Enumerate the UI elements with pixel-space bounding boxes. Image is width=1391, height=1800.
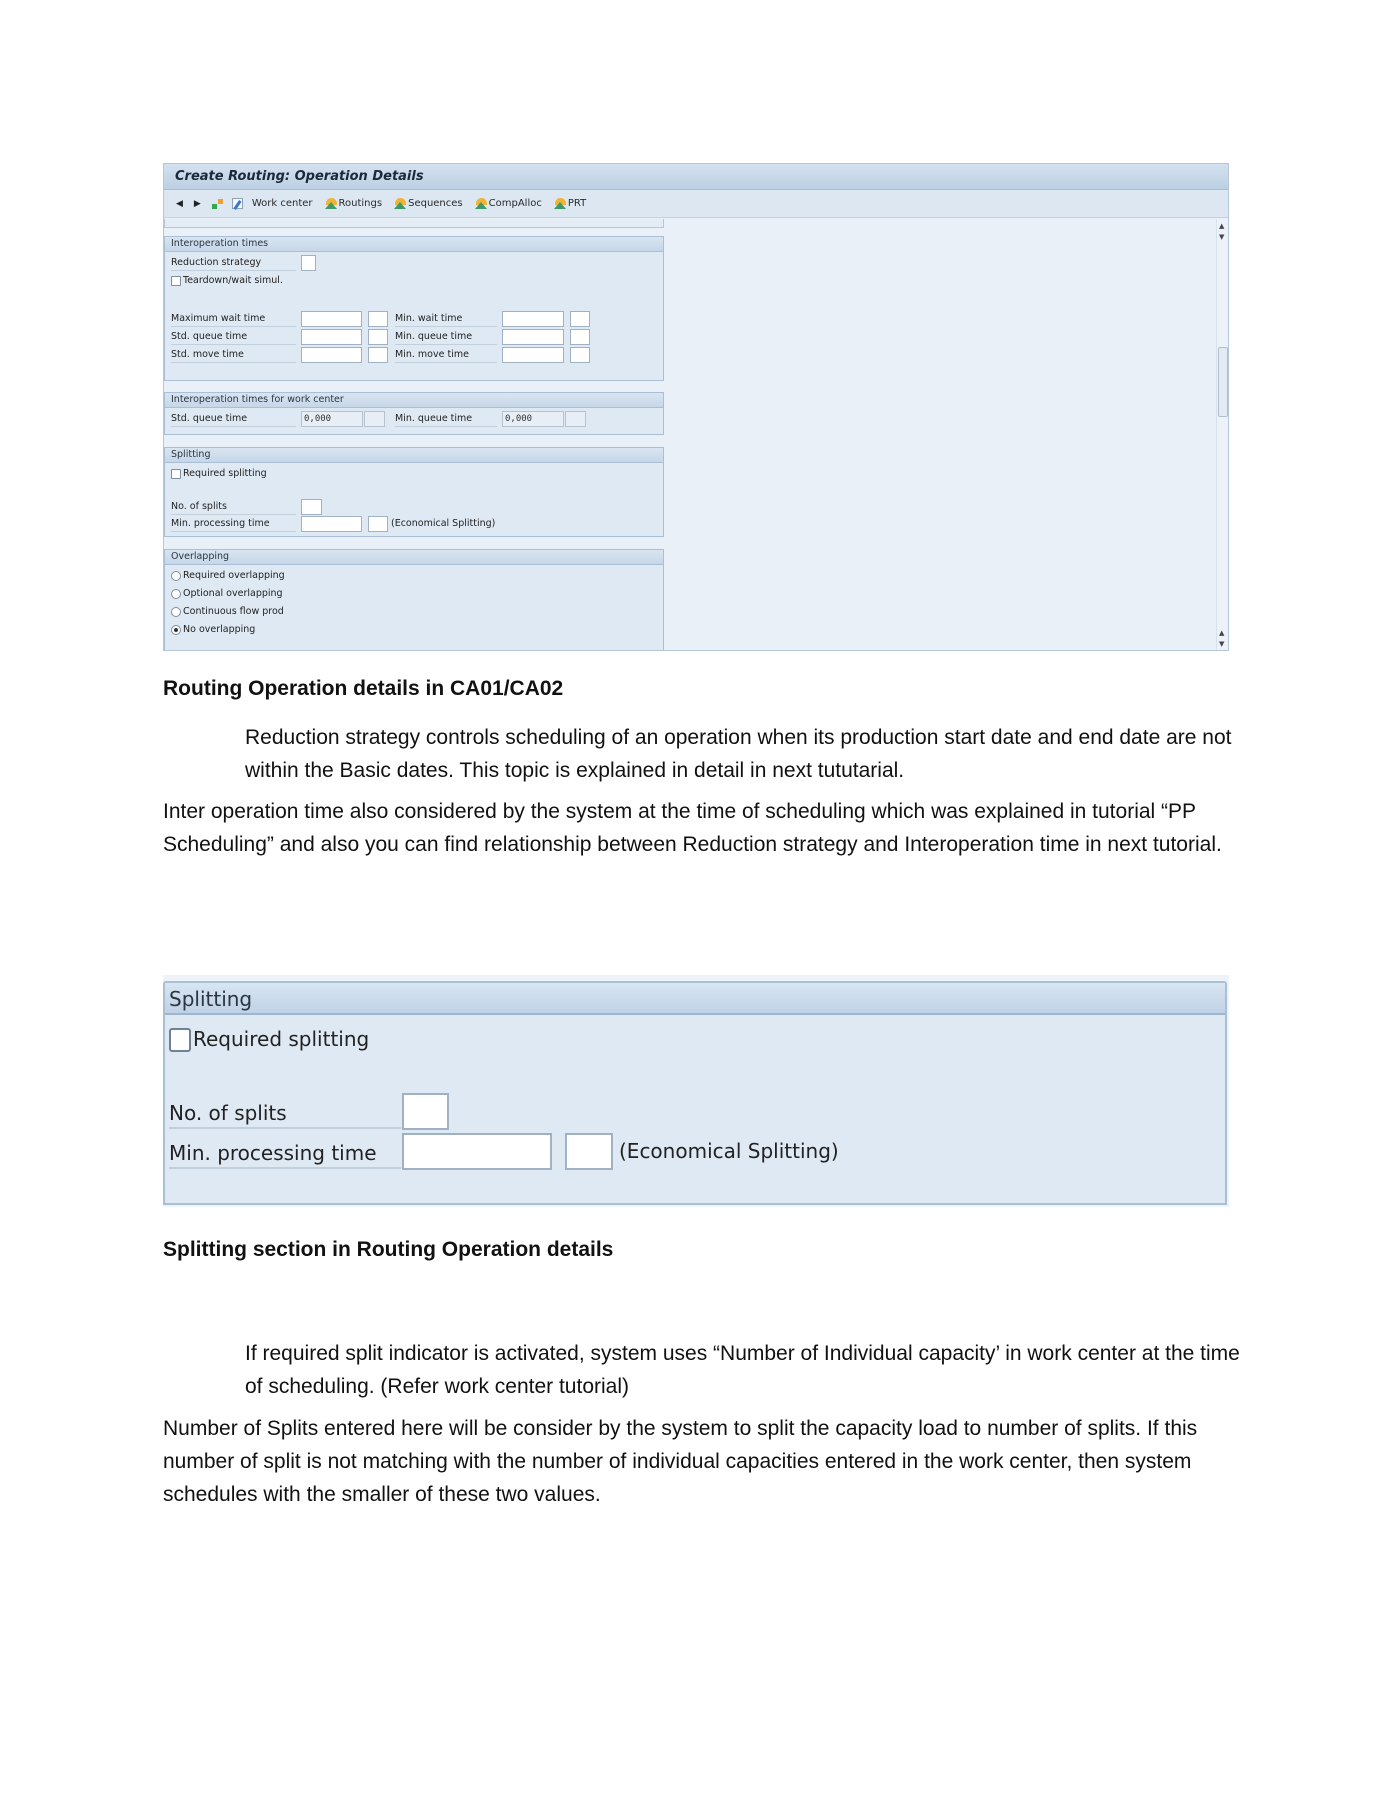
radio-label: Optional overlapping <box>183 588 283 599</box>
radio-label: No overlapping <box>183 624 256 635</box>
min-processing-row <box>169 1133 1069 1169</box>
required-splitting-row <box>169 1021 569 1057</box>
sequences-button[interactable]: Sequences <box>394 198 463 209</box>
application-toolbar <box>164 190 1228 218</box>
economical-splitting-label: (Economical Splitting) <box>391 518 496 529</box>
no-of-splits-field[interactable] <box>301 499 322 515</box>
optional-overlapping-radio[interactable] <box>171 589 181 599</box>
std-queue-time-field[interactable] <box>301 329 362 345</box>
splitting-group <box>163 981 1227 1205</box>
routings-button[interactable]: Routings <box>325 198 383 209</box>
teardown-row <box>171 273 471 289</box>
group-header: Interoperation times <box>165 237 663 252</box>
wc-std-queue-time-unit <box>364 411 385 427</box>
min-processing-time-unit[interactable] <box>368 516 388 532</box>
required-splitting-label: Required splitting <box>193 1027 370 1051</box>
wc-std-queue-time-label: Std. queue time <box>171 411 296 427</box>
group-header: Interoperation times for work center <box>165 393 663 408</box>
no-of-splits-label: No. of splits <box>169 1093 401 1129</box>
required-splitting-checkbox[interactable] <box>171 469 181 479</box>
reduction-strategy-label: Reduction strategy <box>171 255 296 271</box>
no-of-splits-field[interactable] <box>402 1093 449 1130</box>
form-area <box>164 219 1216 650</box>
std-queue-time-label: Std. queue time <box>171 329 296 345</box>
std-move-time-label: Std. move time <box>171 347 296 363</box>
continuous-flow-radio[interactable] <box>171 607 181 617</box>
scroll-down-icon[interactable]: ▲ <box>1219 629 1225 637</box>
std-queue-time-unit[interactable] <box>368 329 388 345</box>
scroll-bottom-icon[interactable]: ▼ <box>1219 640 1225 648</box>
paragraph: Reduction strategy controls scheduling of an operation when its production start date and end date are not within the Basic dates. This topic is explained in detail in next tututarial. <box>245 726 1232 782</box>
reduction-strategy-row <box>171 255 661 271</box>
group-header: Splitting <box>165 983 1225 1015</box>
landscape-icon <box>554 198 567 209</box>
min-queue-time-label: Min. queue time <box>395 329 497 345</box>
sap-splitting-screenshot <box>163 975 1229 1207</box>
scrollbar-thumb[interactable] <box>1218 347 1228 417</box>
min-processing-row <box>171 516 661 532</box>
min-wait-time-label: Min. wait time <box>395 311 497 327</box>
no-overlapping-radio[interactable] <box>171 625 181 635</box>
teardown-checkbox[interactable] <box>171 276 181 286</box>
min-wait-time-field[interactable] <box>502 311 564 327</box>
required-overlapping-radio[interactable] <box>171 571 181 581</box>
min-wait-time-unit[interactable] <box>570 311 590 327</box>
std-move-time-field[interactable] <box>301 347 362 363</box>
max-wait-time-label: Maximum wait time <box>171 311 296 327</box>
min-processing-time-field[interactable] <box>402 1133 552 1170</box>
min-processing-time-label: Min. processing time <box>169 1133 401 1169</box>
figure-caption: Routing Operation details in CA01/CA02 <box>163 677 564 700</box>
triangle-left-icon[interactable]: ◀ <box>176 198 183 209</box>
min-processing-time-field[interactable] <box>301 516 362 532</box>
radio-label: Continuous flow prod <box>183 606 284 617</box>
min-processing-time-label: Min. processing time <box>171 516 296 532</box>
max-wait-row <box>171 311 661 327</box>
no-of-splits-row <box>169 1093 769 1129</box>
sap-operation-details-screenshot <box>163 163 1229 651</box>
std-move-row <box>171 347 661 363</box>
paragraph: Inter operation time also considered by the system at the time of scheduling which was explained in tutorial “PP Scheduling” and also you can find relationship between Reduction strategy and Interoperation time in next tutorial. <box>163 800 1222 856</box>
required-splitting-label: Required splitting <box>183 468 267 479</box>
comp-alloc-button[interactable]: CompAlloc <box>475 198 542 209</box>
overlap-option-optional[interactable] <box>171 586 471 602</box>
group-header: Splitting <box>165 448 663 463</box>
prt-button[interactable]: PRT <box>554 198 586 209</box>
no-of-splits-label: No. of splits <box>171 499 296 515</box>
vertical-scrollbar[interactable] <box>1216 219 1228 650</box>
paragraph: Number of Splits entered here will be consider by the system to split the capacity load to number of splits. If this number of split is not matching with the number of individual capacities entered in the work center, then system schedules with the smaller of these two values. <box>163 1417 1198 1506</box>
min-queue-time-unit[interactable] <box>570 329 590 345</box>
wc-min-queue-time-field: 0,000 <box>502 411 564 427</box>
landscape-icon <box>394 198 407 209</box>
figure-caption: Splitting section in Routing Operation details <box>163 1238 614 1261</box>
scroll-top-icon[interactable]: ▲ <box>1219 222 1225 230</box>
triangle-right-icon[interactable]: ▶ <box>193 198 201 209</box>
edit-document-icon[interactable] <box>232 198 243 209</box>
splitting-group <box>164 447 664 537</box>
work-center-button[interactable]: Work center <box>251 198 313 209</box>
wc-min-queue-time-label: Min. queue time <box>395 411 497 427</box>
overlap-option-none[interactable] <box>171 622 471 638</box>
overlap-option-continuous[interactable] <box>171 604 471 620</box>
no-of-splits-row <box>171 499 661 515</box>
min-move-time-unit[interactable] <box>570 347 590 363</box>
economical-splitting-label: (Economical Splitting) <box>619 1139 839 1163</box>
hierarchy-icon[interactable] <box>212 198 223 209</box>
min-move-time-field[interactable] <box>502 347 564 363</box>
interoperation-times-wc-group <box>164 392 664 435</box>
max-wait-time-unit[interactable] <box>368 311 388 327</box>
radio-label: Required overlapping <box>183 570 285 581</box>
min-queue-time-field[interactable] <box>502 329 564 345</box>
required-splitting-checkbox[interactable] <box>169 1028 191 1052</box>
teardown-label: Teardown/wait simul. <box>183 275 283 286</box>
required-splitting-row <box>171 466 471 482</box>
std-move-time-unit[interactable] <box>368 347 388 363</box>
landscape-icon <box>325 198 338 209</box>
reduction-strategy-field[interactable] <box>301 255 316 271</box>
group-header: Overlapping <box>165 550 663 565</box>
overlapping-group <box>164 549 664 650</box>
min-move-time-label: Min. move time <box>395 347 497 363</box>
landscape-icon <box>475 198 488 209</box>
previous-group-bottom <box>164 219 664 228</box>
wc-std-queue-time-field: 0,000 <box>301 411 363 427</box>
overlap-option-required[interactable] <box>171 568 471 584</box>
wc-min-queue-time-unit <box>565 411 586 427</box>
scroll-up-icon[interactable]: ▼ <box>1219 233 1225 241</box>
std-queue-row <box>171 329 661 345</box>
wc-queue-row <box>171 411 661 427</box>
interoperation-times-group <box>164 236 664 381</box>
min-processing-time-unit[interactable] <box>565 1133 613 1170</box>
paragraph: If required split indicator is activated, system uses “Number of Individual capacity’ in work center at the time of scheduling. (Refer work center tutorial) <box>245 1342 1240 1398</box>
window-title: Create Routing: Operation Details <box>164 164 1228 190</box>
max-wait-time-field[interactable] <box>301 311 362 327</box>
